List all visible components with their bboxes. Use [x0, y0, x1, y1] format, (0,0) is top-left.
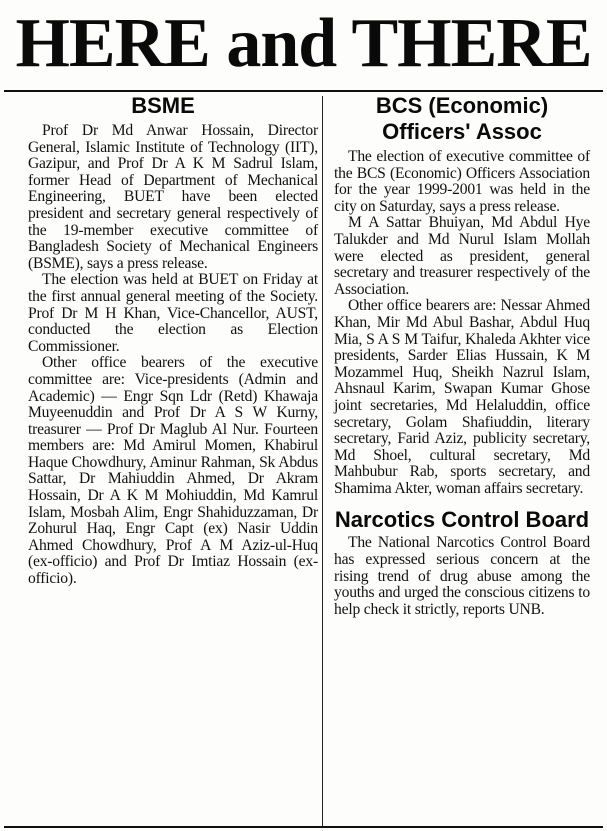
bcs-paragraph-3: Other office bearers are: Nessar Ahmed Khan, Mir Md Abul Bashar, Abdul Huq Mia, S A S M Taifur, Khaleda Akhter vice presidents, Sarder Elias Hussain, K M Mozammel Huq, Sheikh Nazrul Islam, Ahsnaul Karim, Swapan Kumar Ghose joint secretaries, Md Helaluddin, office secretary, Golam Shafiuddin, literary secretary, Farid Aziz, publicity secretary, Md Shoel, cultural secretary, Md Mahbubur Rab, sports secretary, and Shamima Akter, woman affairs secretary. — [334, 297, 590, 497]
bsme-paragraph-3: Other office bearers of the executive committee are: Vice-presidents (Admin and Academic) — Engr Sqn Ldr (Retd) Khawaja Muyeenuddin and Prof Dr A S W Kurny, treasurer — Prof Dr Maglub Al Nur. Fourteen members are: Md Amirul Momen, Khabirul Haque Chowdhury, Aminur Rahman, Sk Abdus Sattar, Dr Mahiuddin Ahmed, Dr Akram Hossain, Dr A K M Mohiuddin, Md Kamrul Islam, Mosbah Alim, Engr Shahiduzzaman, Dr Zohurul Haq, Engr Capt (ex) Nasir Uddin Ahmed Chowdhury, Prof A M Aziz-ul-Huq (ex-officio) and Prof Dr Imtiaz Hossain (ex-officio). — [28, 354, 318, 588]
bsme-article — [28, 93, 318, 588]
section-banner-title: HERE and THERE — [15, 5, 592, 82]
bsme-heading: BSME — [131, 93, 195, 118]
narcotics-paragraph-1: The National Narcotics Control Board has expressed serious concern at the rising trend of drug abuse among the youths and urged the conscious citizens to help check it strictly, reports UNB. — [334, 534, 590, 618]
bcs-article — [334, 93, 590, 618]
bsme-paragraph-2: The election was held at BUET on Friday at the first annual general meeting of the Society. Prof Dr M H Khan, Vice-Chancellor, AUST, conducted the election as Election Commissioner. — [28, 271, 318, 355]
banner-rule — [4, 90, 603, 92]
narcotics-heading: Narcotics Control Board — [334, 507, 590, 533]
bottom-rule — [4, 826, 603, 828]
bsme-paragraph-1: Prof Dr Md Anwar Hossain, Director General, Islamic Institute of Technology (IIT), Gazipur, and Prof Dr A K M Sadrul Islam, former Head of Department of Mechanical Engineering, BUET have been elected president and secretary general respectively of the 19-member executive committee of Bangladesh Society of Mechanical Engineers (BSME), says a press release. — [28, 122, 318, 272]
column-divider — [322, 96, 323, 826]
bcs-heading: BCS (Economic) Officers' Assoc — [375, 93, 549, 144]
bcs-paragraph-2: M A Sattar Bhuiyan, Md Abdul Hye Talukder and Md Nurul Islam Mollah were elected as president, general secretary and treasurer respectively of the Association. — [334, 214, 590, 298]
bcs-paragraph-1: The election of executive committee of the BCS (Economic) Officers Association for the year 1999-2001 was held in the city on Saturday, says a press release. — [334, 148, 590, 215]
